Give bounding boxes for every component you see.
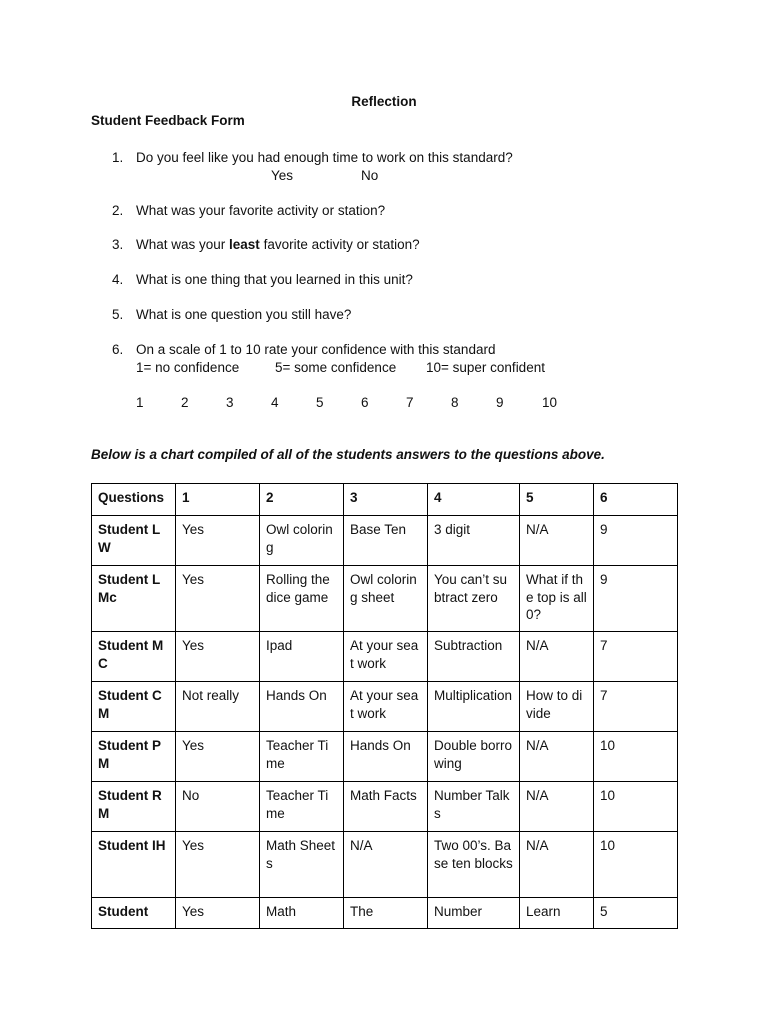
table-cell: Base Ten — [344, 516, 428, 566]
row-student-name: Student CM — [92, 682, 176, 732]
table-row — [92, 632, 678, 682]
header-q5: 5 — [520, 484, 594, 516]
table-cell: The — [344, 898, 428, 929]
row-student-name: Student MC — [92, 632, 176, 682]
table-cell: N/A — [520, 732, 594, 782]
scale-number-4: 4 — [271, 395, 279, 410]
row-student-name: Student PM — [92, 732, 176, 782]
question-5-text: What is one question you still have? — [136, 307, 352, 322]
scale-number-2: 2 — [181, 395, 189, 410]
scale-number-5: 5 — [316, 395, 324, 410]
table-cell: 7 — [594, 632, 678, 682]
table-cell: Math Facts — [344, 782, 428, 832]
table-cell: Double borrowing — [428, 732, 520, 782]
row-student-name: Student LMc — [92, 566, 176, 632]
question-3-text — [136, 236, 420, 254]
table-cell: 7 — [594, 682, 678, 732]
header-q3: 3 — [344, 484, 428, 516]
table-cell: 5 — [594, 898, 678, 929]
table-cell: Owl coloring sheet — [344, 566, 428, 632]
table-cell: At your seat work — [344, 682, 428, 732]
table-cell: How to divide — [520, 682, 594, 732]
table-cell: Two 00’s. Base ten blocks — [428, 832, 520, 898]
table-cell: You can’t subtract zero — [428, 566, 520, 632]
table-cell: Yes — [176, 732, 260, 782]
table-cell: Not really — [176, 682, 260, 732]
table-cell: 3 digit — [428, 516, 520, 566]
row-student-name: Student — [92, 898, 176, 929]
question-4-text: What is one thing that you learned in this unit? — [136, 272, 413, 287]
question-3-number: 3. — [112, 237, 124, 252]
table-cell: N/A — [344, 832, 428, 898]
table-cell: 10 — [594, 782, 678, 832]
question-2-text: What was your favorite activity or station? — [136, 203, 386, 218]
question-2-number: 2. — [112, 203, 124, 218]
table-cell: Yes — [176, 632, 260, 682]
table-cell: 10 — [594, 832, 678, 898]
table-cell: Learn — [520, 898, 594, 929]
scale-label-high: 10= super confident — [426, 360, 545, 375]
table-cell: Ipad — [260, 632, 344, 682]
header-q1: 1 — [176, 484, 260, 516]
scale-number-10: 10 — [542, 395, 558, 410]
table-cell: Math Sheets — [260, 832, 344, 898]
table-cell: Yes — [176, 566, 260, 632]
table-cell: Hands On — [260, 682, 344, 732]
table-cell: Yes — [176, 898, 260, 929]
table-row — [92, 682, 678, 732]
table-header-row — [92, 484, 678, 516]
table-cell: 10 — [594, 732, 678, 782]
header-q4: 4 — [428, 484, 520, 516]
question-4-number: 4. — [112, 272, 124, 287]
table-cell: N/A — [520, 632, 594, 682]
table-row — [92, 898, 678, 929]
table-cell: Yes — [176, 832, 260, 898]
table-cell: 9 — [594, 516, 678, 566]
header-questions: Questions — [92, 484, 176, 516]
table-cell: Math — [260, 898, 344, 929]
scale-number-1: 1 — [136, 395, 144, 410]
question-3-text-bold: least — [229, 237, 260, 252]
scale-label-mid: 5= some confidence — [275, 360, 397, 375]
table-cell: Owl coloring — [260, 516, 344, 566]
table-cell: What if the top is all 0? — [520, 566, 594, 632]
table-cell: Number Talks — [428, 782, 520, 832]
table-cell: Teacher Time — [260, 732, 344, 782]
table-row — [92, 566, 678, 632]
scale-number-8: 8 — [451, 395, 459, 410]
table-cell: Rolling the dice game — [260, 566, 344, 632]
table-cell: N/A — [520, 832, 594, 898]
table-cell: Multiplication — [428, 682, 520, 732]
row-student-name: Student RM — [92, 782, 176, 832]
table-cell: 9 — [594, 566, 678, 632]
header-q6: 6 — [594, 484, 678, 516]
table-cell: At your seat work — [344, 632, 428, 682]
table-row — [92, 782, 678, 832]
row-student-name: Student LW — [92, 516, 176, 566]
question-6-text: On a scale of 1 to 10 rate your confidence with this standard — [136, 342, 496, 357]
table-cell: Yes — [176, 516, 260, 566]
question-1-text: Do you feel like you had enough time to work on this standard? — [136, 150, 513, 165]
scale-number-3: 3 — [226, 395, 234, 410]
question-3-text-after: favorite activity or station? — [259, 237, 420, 252]
question-1-number: 1. — [112, 150, 124, 165]
table-cell: No — [176, 782, 260, 832]
question-3-text-before: What was your — [136, 237, 230, 252]
row-student-name: Student IH — [92, 832, 176, 898]
form-subtitle: Student Feedback Form — [91, 113, 245, 128]
question-1-option-no: No — [361, 168, 379, 183]
table-cell: N/A — [520, 782, 594, 832]
question-1-option-yes: Yes — [271, 168, 294, 183]
table-cell: N/A — [520, 516, 594, 566]
table-cell: Teacher Time — [260, 782, 344, 832]
table-cell: Number — [428, 898, 520, 929]
scale-number-9: 9 — [496, 395, 504, 410]
table-row — [92, 732, 678, 782]
document-title: Reflection — [351, 94, 417, 109]
table-row — [92, 832, 678, 898]
feedback-table — [91, 483, 678, 929]
scale-number-6: 6 — [361, 395, 369, 410]
scale-label-low: 1= no confidence — [136, 360, 240, 375]
scale-number-7: 7 — [406, 395, 414, 410]
table-row — [92, 516, 678, 566]
table-cell: Hands On — [344, 732, 428, 782]
question-5-number: 5. — [112, 307, 124, 322]
table-cell: Subtraction — [428, 632, 520, 682]
chart-caption: Below is a chart compiled of all of the students answers to the questions above. — [91, 447, 605, 462]
header-q2: 2 — [260, 484, 344, 516]
question-6-number: 6. — [112, 342, 124, 357]
